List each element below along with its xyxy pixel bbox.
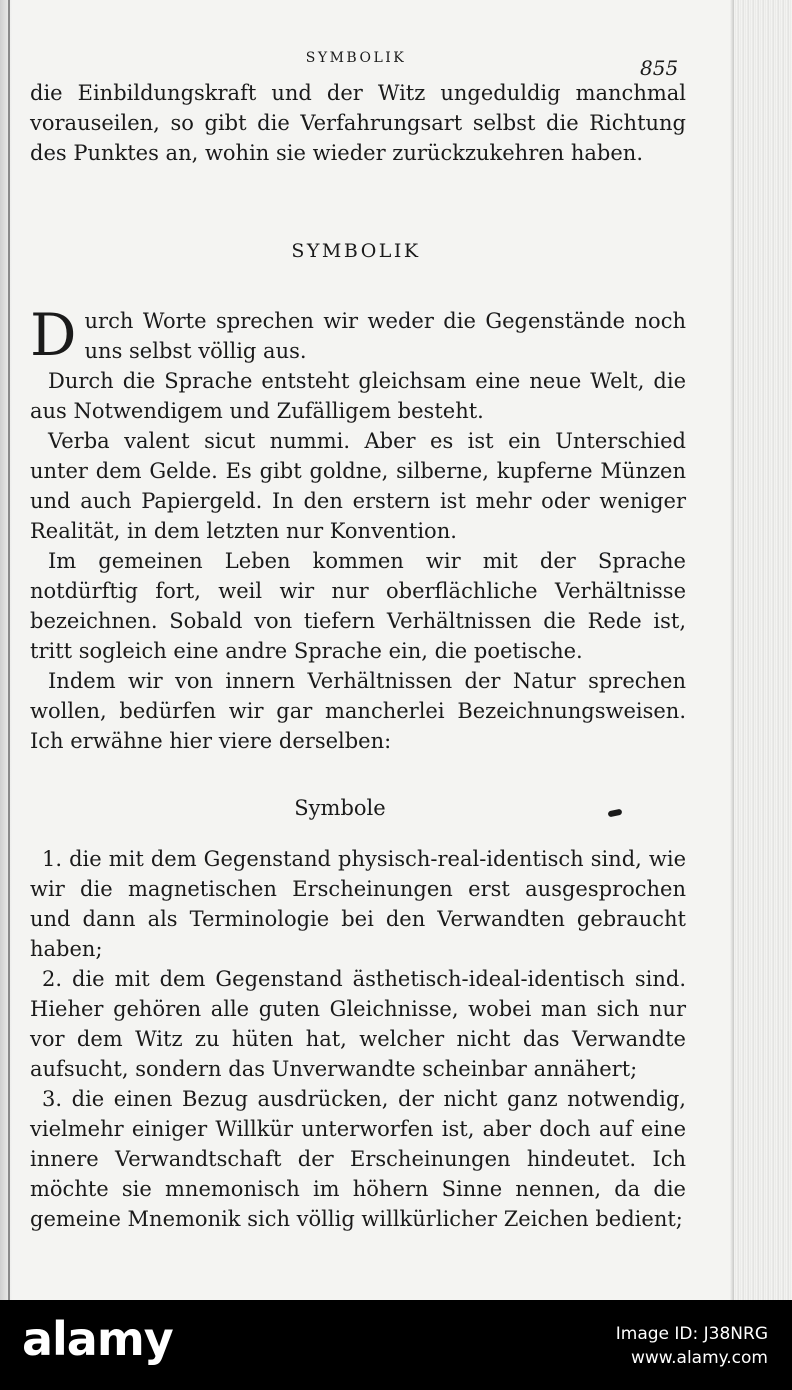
paragraph-1-text: urch Worte sprechen wir weder die Gegenstände noch uns selbst völlig aus. bbox=[84, 309, 686, 363]
continuation-text: die Einbildungskraft und der Witz ungeduldig manchmal vorauseilen, so gibt die Verfahrungsart selbst die Richtung des Punktes an, wohin sie wieder zurückzukehren haben. bbox=[30, 81, 686, 165]
continuation-paragraph bbox=[30, 78, 686, 168]
symbol-list bbox=[30, 844, 686, 1234]
site-url: www.alamy.com bbox=[630, 1348, 768, 1368]
list-item: 1. die mit dem Gegenstand physisch-real-identisch sind, wie wir die magnetischen Erscheinungen erst ausgesprochen und dann als Terminologie bei den Verwandten gebraucht haben; bbox=[30, 847, 686, 961]
body-text bbox=[30, 301, 686, 756]
subheading-symbole: Symbole bbox=[294, 796, 386, 820]
paragraph-3: Verba valent sicut nummi. Aber es ist ein Unterschied unter dem Gelde. Es gibt goldne, silberne, kupferne Münzen und auch Papiergeld. In den erstern ist mehr oder weniger Realität, in dem letzten nur Konvention. bbox=[30, 429, 686, 543]
alamy-logo: alamy bbox=[22, 1312, 173, 1366]
paragraph-5: Indem wir von innern Verhältnissen der Natur sprechen wollen, bedürfen wir gar mancherlei Bezeichnungsweisen. Ich erwähne hier viere derselben: bbox=[30, 669, 686, 753]
running-head: SYMBOLIK bbox=[305, 50, 407, 66]
list-item: 3. die einen Bezug ausdrücken, der nicht ganz notwendig, vielmehr einiger Willkür unterworfen ist, aber doch auf eine innere Verwandtschaft der Erscheinungen hindeutet. Ich möchte sie mnemonisch im höhern Sinne nennen, da die gemeine Mnemonik sich völlig willkürlicher Zeichen bedient; bbox=[30, 1087, 686, 1231]
page-gutter bbox=[0, 0, 12, 1300]
list-item: 2. die mit dem Gegenstand ästhetisch-ideal-identisch sind. Hieher gehören alle guten Gleichnisse, wobei man sich nur vor dem Witz zu hüten hat, welcher nicht das Verwandte aufsucht, sondern das Unverwandte scheinbar annähert; bbox=[30, 967, 686, 1081]
page-edge-shadow bbox=[730, 0, 734, 1300]
section-title: SYMBOLIK bbox=[291, 240, 421, 262]
drop-cap: D bbox=[30, 301, 77, 369]
paragraph-4: Im gemeinen Leben kommen wir mit der Sprache notdürftig fort, weil wir nur oberflächliche Verhältnisse bezeichnen. Sobald von tiefern Verhältnissen die Rede ist, tritt sogleich eine andre Sprache ein, die poetische. bbox=[30, 549, 686, 663]
page-fore-edge bbox=[730, 0, 792, 1300]
image-id: Image ID: J38NRG bbox=[615, 1324, 768, 1344]
page-number: 855 bbox=[640, 56, 679, 80]
paragraph-2: Durch die Sprache entsteht gleichsam eine neue Welt, die aus Notwendigem und Zufälligem besteht. bbox=[30, 369, 686, 423]
image-id-block bbox=[616, 1322, 768, 1370]
paragraph-1 bbox=[30, 301, 686, 369]
gutter-line bbox=[8, 0, 10, 1300]
